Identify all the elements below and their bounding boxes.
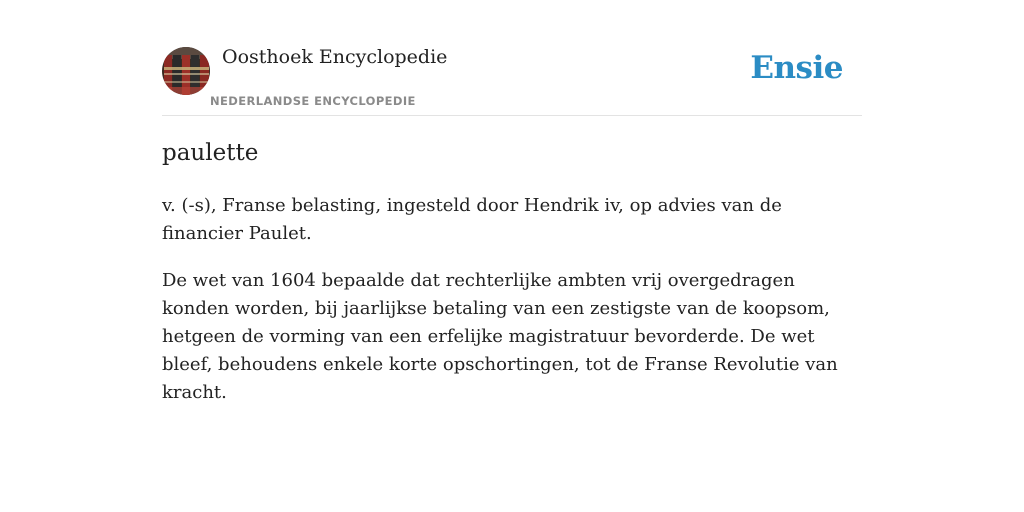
entry-paragraph: v. (-s), Franse belasting, ingesteld door Hendrik iv, op advies van de financier Paulet. [162,195,782,244]
book-spines-icon [162,47,210,95]
avatar[interactable] [162,47,210,95]
page [162,0,862,403]
site-title-link[interactable]: Oosthoek Encyclopedie [222,46,448,68]
ensie-logo-link[interactable]: Ensie [750,50,843,86]
entry-title: paulette [162,140,259,166]
site-subtitle: NEDERLANDSE ENCYCLOPEDIE [210,94,416,108]
entry-paragraph: De wet van 1604 bepaalde dat rechterlijke ambten vrij overgedragen konden worden, bij jaarlijkse betaling van een zestigste van de koopsom, hetgeen de vorming van een erfelijke magistratuur bevorderde. De wet bleef, behoudens enkele korte opschortingen, tot de Franse Revolutie van kracht. [162,270,838,403]
site-header [162,0,862,116]
